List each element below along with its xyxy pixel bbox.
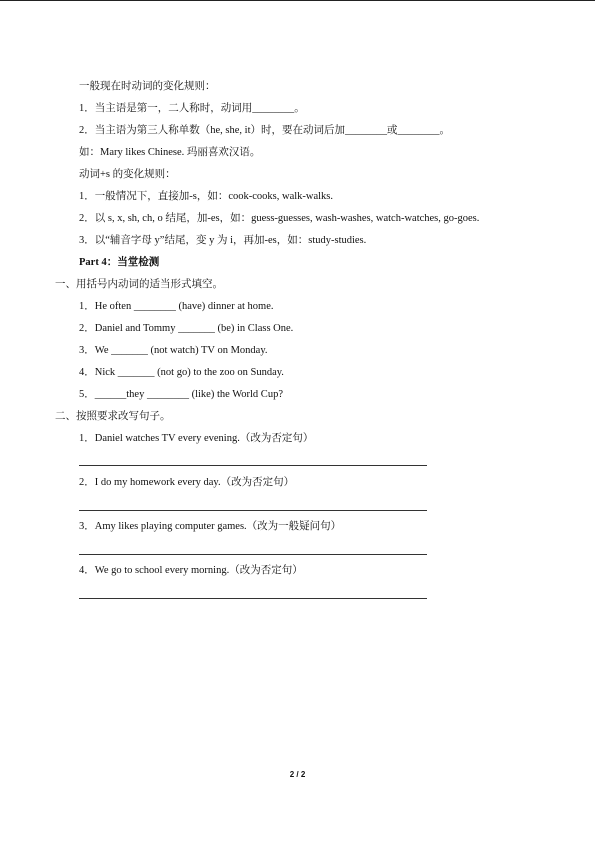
fill-blank-item: 1．He often ________ (have) dinner at home. [79,301,274,312]
rewrite-item: 1．Daniel watches TV every evening.（改为否定句） [79,433,314,444]
fill-blank-item: 4．Nick _______ (not go) to the zoo on Sunday. [79,367,284,378]
rewrite-item: 4．We go to school every morning.（改为否定句） [79,565,303,576]
fill-blank-item: 5．______they ________ (like) the World Cup? [79,389,283,400]
s-rule-item: 3．以“辅音字母 y”结尾，变 y 为 i，再加-es，如：study-studies. [79,235,367,246]
page-number: 2 / 2 [289,770,306,779]
fill-blank-item: 2．Daniel and Tommy _______ (be) in Class One. [79,323,294,334]
s-rule-item: 1．一般情况下，直接加-s，如：cook-cooks, walk-walks. [79,191,334,202]
rewrite-item: 3．Amy likes playing computer games.（改为一般疑问句） [79,521,342,532]
s-rules-title: 动词+s 的变化规则： [79,169,176,180]
answer-line [79,598,427,599]
answer-line [79,510,427,511]
section1-title: 一、用括号内动词的适当形式填空。 [55,279,223,290]
page-top-border [0,0,595,1]
rule-item: 2．当主语为第三人称单数（he, she, it）时，要在动词后加________或________。 [79,125,450,136]
rule-item: 1．当主语是第一，二人称时，动词用________。 [79,103,305,114]
rule-example: 如：Mary likes Chinese. 玛丽喜欢汉语。 [79,147,261,158]
rewrite-item: 2．I do my homework every day.（改为否定句） [79,477,295,488]
part4-heading: Part 4：当堂检测 [79,257,160,268]
rules-title: 一般现在时动词的变化规则： [79,81,216,92]
answer-line [79,554,427,555]
section2-title: 二、按照要求改写句子。 [55,411,171,422]
s-rule-item: 2．以 s, x, sh, ch, o 结尾，加-es，如：guess-guesses, wash-washes, watch-watches, go-goes. [79,213,480,224]
fill-blank-item: 3．We _______ (not watch) TV on Monday. [79,345,268,356]
answer-line [79,465,427,466]
